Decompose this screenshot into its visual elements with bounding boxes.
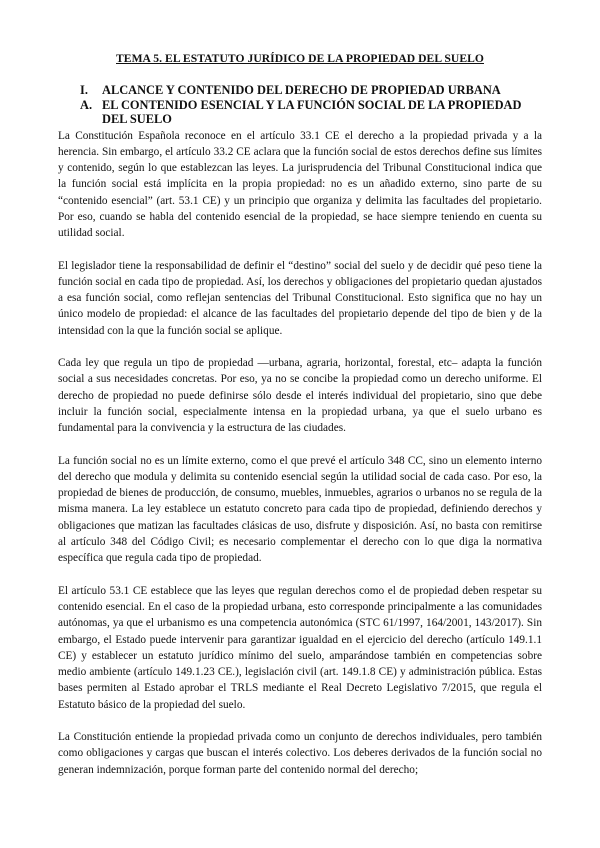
- paragraph: El legislador tiene la responsabilidad de definir el “destino” social del suelo y de decidir qué peso tiene la función social en cada tipo de propiedad. Así, los derechos y obligaciones del propietario quedan ajustados a esa función social, como reflejan sentencias del Tribunal Constitucional. Esto significa que no hay un único modelo de propiedad: el alcance de las facultades del propietario depende del tipo de bien y de la intensidad con la que la función social se aplique.: [58, 259, 542, 337]
- paragraph: El artículo 53.1 CE establece que las leyes que regulan derechos como el de propiedad deben respetar su contenido esencial. En el caso de la propiedad urbana, esto corresponde principalmente a las comunidades autónomas, ya que el urbanismo es una competencia autonómica (STC 61/1997, 164/2001, 143/2017). Sin embargo, el Estado puede intervenir para garantizar igualdad en el ejercicio del derecho (artículo 149.1.1 CE) y establecer un estatuto jurídico mínimo del suelo, amparándose también en competencias sobre medio ambiente (artículo 149.1.23 CE.), legislación civil (art. 149.1.8 CE) y administración pública. Estas bases permiten al Estado aprobar el TRLS mediante el Real Decreto Legislativo 7/2015, que regula el Estatuto básico de la propiedad del suelo.: [58, 584, 542, 711]
- section-heading-number: A.: [80, 97, 93, 112]
- section-heading-number: I.: [80, 83, 88, 97]
- paragraph: La Constitución Española reconoce en el artículo 33.1 CE el derecho a la propiedad privada y a la herencia. Sin embargo, el artículo 33.2 CE aclara que la función social de estos derechos define sus límites y contenido, según lo que establezcan las leyes. La jurisprudencia del Tribunal Constitucional indica que la función social está implícita en la propia propiedad: no es un añadido externo, sino parte de su “contenido esencial” (art. 53.1 CE) y un principio que organiza y delimita las facultades del propietario. Por eso, cuando se habla del contenido esencial de la propiedad, se hace siempre teniendo en cuenta su utilidad social.: [58, 129, 542, 240]
- section-heading-text: ALCANCE Y CONTENIDO DEL DERECHO DE PROPIEDAD URBANA: [102, 83, 501, 97]
- paragraph: Cada ley que regula un tipo de propiedad —urbana, agraria, horizontal, forestal, etc– adapta la función social a sus necesidades concretas. Por eso, ya no se concibe la propiedad como un derecho uniforme. El derecho de propiedad no puede definirse sólo desde el interés individual del propietario, sino que debe incluir la función social, especialmente intensa en la propiedad urbana, ya que el suelo urbano es fundamental para la convivencia y la estructura de las ciudades.: [58, 357, 542, 435]
- section-heading-text: EL CONTENIDO ESENCIAL Y LA FUNCIÓN SOCIAL DE LA PROPIEDAD DEL SUELO: [102, 97, 522, 126]
- paragraph: La Constitución entiende la propiedad privada como un conjunto de derechos individuales, pero también como obligaciones y cargas que buscan el interés colectivo. Los deberes derivados de la función social no generan indemnización, porque forman parte del contenido normal del derecho;: [58, 731, 542, 776]
- section-heading-1: [58, 83, 542, 98]
- section-heading-2: [58, 98, 542, 127]
- document-title: TEMA 5. EL ESTATUTO JURÍDICO DE LA PROPIEDAD DEL SUELO: [116, 52, 484, 65]
- paragraph: La función social no es un límite externo, como el que prevé el artículo 348 CC, sino un elemento interno del derecho que modula y delimita su contenido esencial según la utilidad social de cada caso. Por eso, la propiedad de bienes de producción, de consumo, muebles, inmuebles, agrarios o urbanos no se regula de la misma manera. La ley establece un estatuto concreto para cada tipo de propiedad, definiendo derechos y obligaciones que matizan las facultades clásicas de uso, disfrute y disposición. Así, no basta con remitirse al artículo 348 del Código Civil; es necesario complementar el derecho con lo que diga la normativa específica que regula cada tipo de propiedad.: [58, 454, 542, 565]
